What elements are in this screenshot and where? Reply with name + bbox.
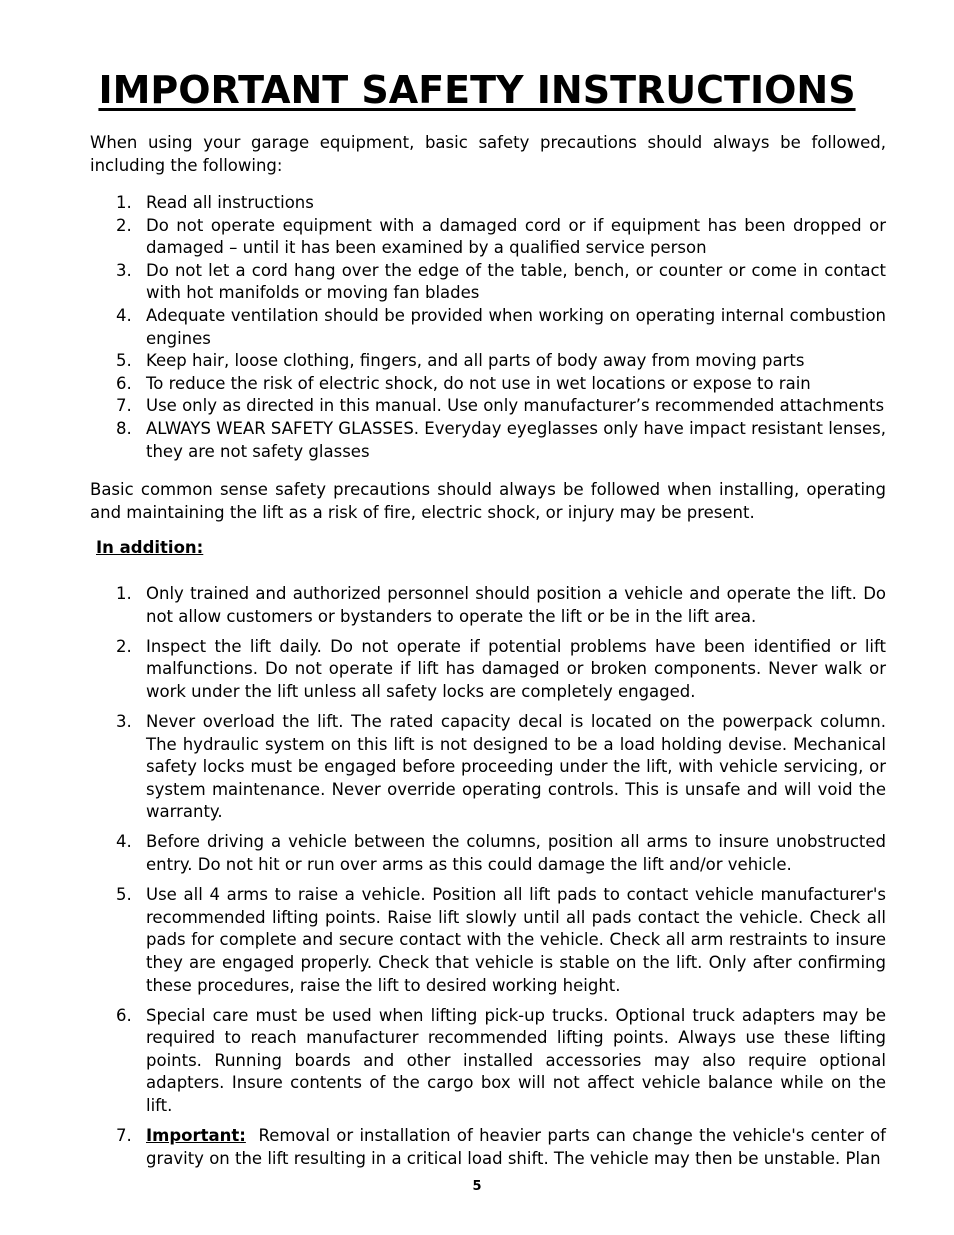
item-number: 6.: [116, 373, 132, 393]
item-number: 4.: [116, 832, 132, 852]
item-text: Only trained and authorized personnel should position a vehicle and operate the lift. Do not allow customers or bystanders to operate the lift or be in the lift area.: [146, 584, 886, 626]
item-number: 8.: [116, 418, 132, 438]
list-item: [90, 350, 886, 373]
page-title: IMPORTANT SAFETY INSTRUCTIONS: [98, 68, 856, 112]
item-number: 2.: [116, 636, 132, 656]
list-item: [90, 192, 886, 215]
list-item: [90, 260, 886, 305]
item-text: Do not let a cord hang over the edge of the table, bench, or counter or come in contact with hot manifolds or moving fan blades: [146, 260, 886, 303]
list-item: [90, 711, 886, 824]
item-number: 4.: [116, 305, 132, 325]
closing-paragraph: Basic common sense safety precautions should always be followed when installing, operating and maintaining the lift as a risk of fire, electric shock, or injury may be present.: [90, 480, 886, 522]
list-item: [90, 583, 886, 628]
item-number: 3.: [116, 711, 132, 731]
list-item: [90, 636, 886, 704]
item-text: Special care must be used when lifting pick-up trucks. Optional truck adapters may be required to reach manufacturer recommended lifting points. Always use these lifting points. Running boards and other installed accessories may also require optional adapters. Insure contents of the cargo box will not affect vehicle balance while on the lift.: [146, 1005, 886, 1115]
item-text: Use all 4 arms to raise a vehicle. Position all lift pads to contact vehicle manufacturer's recommended lifting points. Raise lift slowly until all pads contact the vehicle. Check all pads for complete and secure contact with the vehicle. Check all arm restraints to insure they are engaged properly. Check that vehicle is stable on the lift. Only after confirming these procedures, raise the lift to desired working height.: [146, 885, 886, 995]
basic-precautions-list: [90, 192, 886, 463]
list-item: [90, 884, 886, 997]
item-text: Before driving a vehicle between the columns, position all arms to insure unobstructed entry. Do not hit or run over arms as this could damage the lift and/or vehicle.: [146, 832, 886, 875]
list-item: [90, 1005, 886, 1118]
list-item: [90, 305, 886, 350]
list-item: [90, 215, 886, 260]
item-number: 7.: [116, 396, 132, 416]
item-text: Removal or installation of heavier parts can change the vehicle's center of gravity on the lift resulting in a critical load shift. The vehicle may then be unstable. Plan: [146, 1126, 886, 1168]
item-text: Adequate ventilation should be provided when working on operating internal combustion engines: [146, 305, 886, 348]
additional-instructions-list: [90, 583, 886, 1178]
intro-paragraph: When using your garage equipment, basic safety precautions should always be followed, including the following:: [90, 133, 886, 175]
item-number: 7.: [116, 1126, 132, 1146]
list-item: [90, 418, 886, 463]
item-text: Never overload the lift. The rated capacity decal is located on the powerpack column. The hydraulic system on this lift is not designed to be a load holding devise. Mechanical safety locks must be engaged before proceeding under the lift, with vehicle servicing, or system maintenance. Never override operating controls. This is unsafe and will void the warranty.: [146, 711, 886, 822]
item-text: To reduce the risk of electric shock, do not use in wet locations or expose to rain: [146, 373, 811, 393]
item-number: 5.: [116, 885, 132, 905]
section-subheading: In addition:: [96, 538, 204, 557]
item-text: ALWAYS WEAR SAFETY GLASSES. Everyday eyeglasses only have impact resistant lenses, they are not safety glasses: [146, 418, 886, 461]
list-item: [90, 395, 886, 418]
important-label: Important:: [146, 1126, 246, 1146]
list-item: [90, 831, 886, 876]
item-text: Do not operate equipment with a damaged cord or if equipment has been dropped or damaged – until it has been examined by a qualified service person: [146, 215, 886, 258]
list-item: [90, 1125, 886, 1170]
item-number: 3.: [116, 260, 132, 280]
item-number: 1.: [116, 584, 132, 603]
item-text: Inspect the lift daily. Do not operate if potential problems have been identified or lift malfunctions. Do not operate if lift has damaged or broken components. Never walk or work under the lift unless all safety locks are completely engaged.: [146, 636, 886, 701]
item-text: Use only as directed in this manual. Use only manufacturer’s recommended attachments: [146, 396, 885, 416]
item-number: 2.: [116, 215, 132, 235]
item-number: 6.: [116, 1005, 132, 1025]
item-text: Keep hair, loose clothing, fingers, and all parts of body away from moving parts: [146, 351, 805, 371]
item-number: 5.: [116, 351, 132, 371]
item-text: Read all instructions: [146, 193, 314, 212]
list-item: [90, 373, 886, 396]
page-number: 5: [472, 1179, 482, 1194]
item-number: 1.: [116, 193, 132, 212]
